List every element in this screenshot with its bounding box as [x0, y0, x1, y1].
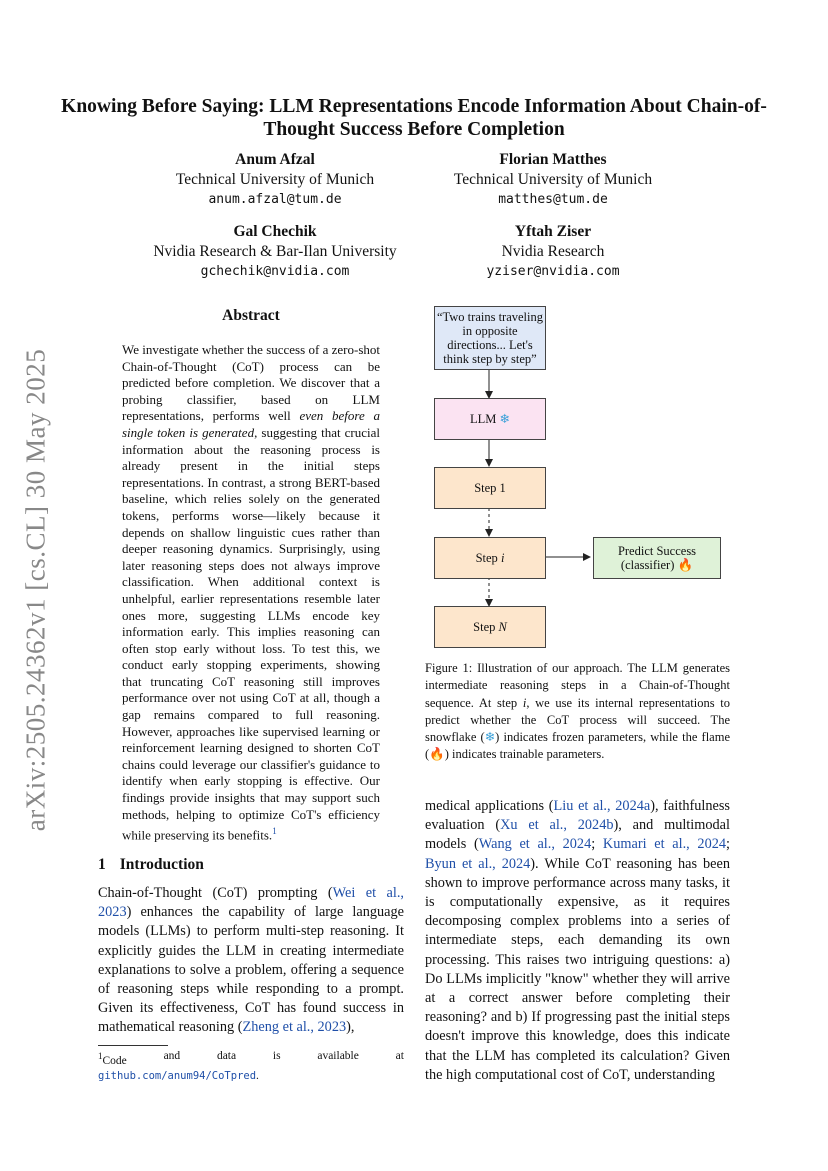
body-text: ), faithfulness evaluation (	[425, 798, 730, 834]
step-n-box	[434, 606, 546, 648]
intro-text: ),	[346, 1019, 355, 1036]
prompt-text: “Two trains traveling in opposite directions... Let's think step by step”	[436, 310, 544, 366]
body-text: ;	[726, 836, 731, 853]
paper-title: Knowing Before Saying: LLM Representations Encode Information About Chain-of-Thought Success Before Completion	[61, 96, 767, 140]
author-name: Florian Matthes	[499, 151, 607, 168]
footnote-number: 1	[98, 1051, 103, 1061]
citation-link[interactable]: Wei et al., 2023	[98, 885, 404, 921]
step-i-word: Step	[475, 551, 498, 565]
flame-icon: 🔥	[429, 747, 445, 762]
snowflake-icon: ❄	[499, 412, 510, 426]
section-title: Introduction	[119, 856, 204, 873]
abstract-text: We investigate whether the success of a zero-shot Chain-of-Thought (CoT) process can be predicted before completion. We discover that a probing classifier, based on LLM representations, performs well	[122, 342, 380, 424]
prompt-box	[434, 306, 546, 370]
footnote-period: .	[256, 1069, 259, 1082]
footnote-word: data	[216, 1050, 237, 1062]
llm-label: LLM	[470, 412, 497, 426]
author-block-2	[418, 150, 688, 210]
step-n-var: N	[498, 620, 507, 634]
snowflake-icon: ❄	[484, 730, 496, 745]
step-n-word: Step	[473, 620, 496, 634]
author-name: Anum Afzal	[235, 151, 315, 168]
intro-text: ) enhances the capability of large language models (LLMs) to perform multi-step reasoning. It explicitly guides the LLM in creating intermediate explanations to solve a problem, offering a sequence of reasoning steps while responding to a prompt. Given its effectiveness, CoT has found success in mathematical reasoning (	[98, 904, 404, 1036]
abstract-body	[122, 342, 380, 844]
footnote-word: at	[395, 1050, 404, 1062]
classifier-box	[593, 537, 721, 579]
caption-var: i	[522, 695, 527, 710]
caption-text: , we use its internal representations to predict whether the CoT process will succeed. The snowflake (	[425, 695, 730, 745]
step-i-var: i	[500, 551, 505, 565]
arxiv-id-text: arXiv:2505.24362v1 [cs.CL] 30 May 2025	[20, 348, 51, 832]
intro-text: Chain-of-Thought (CoT) prompting (	[98, 885, 333, 901]
author-name: Gal Chechik	[233, 223, 317, 240]
abstract-heading: Abstract	[222, 307, 280, 324]
author-affiliation: Technical University of Munich	[175, 171, 375, 188]
citation-link[interactable]: Zheng et al., 2023	[242, 1019, 347, 1036]
footnote	[98, 1049, 404, 1084]
citation-link[interactable]: Byun et al., 2024	[425, 855, 531, 872]
author-block-1	[140, 150, 410, 210]
footnote-word: Code	[102, 1054, 127, 1067]
citation-link[interactable]: Wang et al., 2024	[478, 836, 592, 853]
abstract-text: , suggesting that crucial information about the reasoning process is already present in the initial steps representations. In contrast, a strong BERT-based baseline, which relies solely on the generated tokens, performs worse—likely because it depends on shallow linguistic cues rather than deeper reasoning dynamics. Surprisingly, using later reasoning steps does not always improve classification. When additional context is unhelpful, earlier representations resemble later ones more, suggesting LLMs encode key information early. This implies reasoning can often stop early without loss. To test this, we conduct early stopping experiments, showing that truncating CoT reasoning still improves performance over not using CoT at all, though a gap remains compared to full reasoning. However, approaches like supervised learning or reinforcement learning designed to shorten CoT chains could leverage our classifier's guidance to identify when early stopping is effective. Our findings provide insights that may support such methods, helping to optimize CoT's efficiency while preserving its benefits.	[122, 424, 381, 843]
classifier-label: Predict Success	[617, 544, 697, 558]
abstract-emphasis: even before a single token is generated	[122, 408, 380, 440]
author-affiliation: Nvidia Research	[501, 243, 605, 260]
section-number: 1	[98, 856, 106, 873]
citation-link[interactable]: Kumari et al., 2024	[602, 836, 727, 853]
footnote-url-link[interactable]: github.com/anum94/CoTpred	[98, 1069, 257, 1082]
step-1-label: Step 1	[474, 481, 506, 495]
classifier-sublabel: (classifier)	[620, 558, 675, 572]
author-email[interactable]: anum.afzal@tum.de	[208, 192, 342, 207]
citation-link[interactable]: Xu et al., 2024b	[500, 817, 614, 834]
figure-caption	[425, 660, 730, 764]
section-heading	[98, 856, 204, 874]
body-text: ). While CoT reasoning has been shown to improve performance across many tasks, it is computationally expensive, as it requires decomposing complex problems into a series of intermediate steps, each demanding its own processing. This raises two intriguing questions: a) Do LLMs implicitly "know" whether they will arrive at a correct answer before completing their reasoning? and b) If progressing past the initial steps doesn't improve this knowledge, does this indicate that the LLM has completed its calculation? Given the high computational cost of CoT, understanding	[425, 855, 730, 1083]
arxiv-identifier	[18, 340, 54, 840]
llm-box	[434, 398, 546, 440]
step-1-box	[434, 467, 546, 509]
citation-link[interactable]: Liu et al., 2024a	[553, 798, 651, 814]
footnote-word: is	[272, 1050, 281, 1062]
footnote-divider	[98, 1045, 168, 1046]
step-i-box	[434, 537, 546, 579]
author-email[interactable]: gchechik@nvidia.com	[200, 264, 350, 279]
footnote-word: available	[317, 1050, 359, 1062]
author-name: Yftah Ziser	[514, 223, 592, 240]
author-block-3	[125, 222, 425, 282]
body-text: ;	[591, 836, 603, 853]
author-block-4	[418, 222, 688, 282]
body-text: medical applications (	[425, 798, 554, 814]
intro-paragraph	[98, 884, 404, 1038]
footnote-marker[interactable]: 1	[272, 826, 277, 837]
author-affiliation: Technical University of Munich	[453, 171, 653, 188]
right-column-paragraph	[425, 797, 730, 1085]
caption-text: ) indicates trainable parameters.	[444, 747, 605, 762]
body-text: ), and multimodal models (	[425, 817, 730, 853]
caption-text: ) indicates frozen parameters, while the flame (	[425, 730, 730, 762]
footnote-word: and	[163, 1050, 181, 1062]
caption-text: Figure 1: Illustration of our approach. The LLM generates intermediate reasoning steps in a Chain-of-Thought sequence. At step	[425, 661, 730, 710]
author-affiliation: Nvidia Research & Bar-Ilan University	[153, 243, 397, 260]
author-email[interactable]: yziser@nvidia.com	[486, 264, 620, 279]
flame-icon: 🔥	[677, 558, 694, 572]
author-email[interactable]: matthes@tum.de	[498, 192, 608, 207]
